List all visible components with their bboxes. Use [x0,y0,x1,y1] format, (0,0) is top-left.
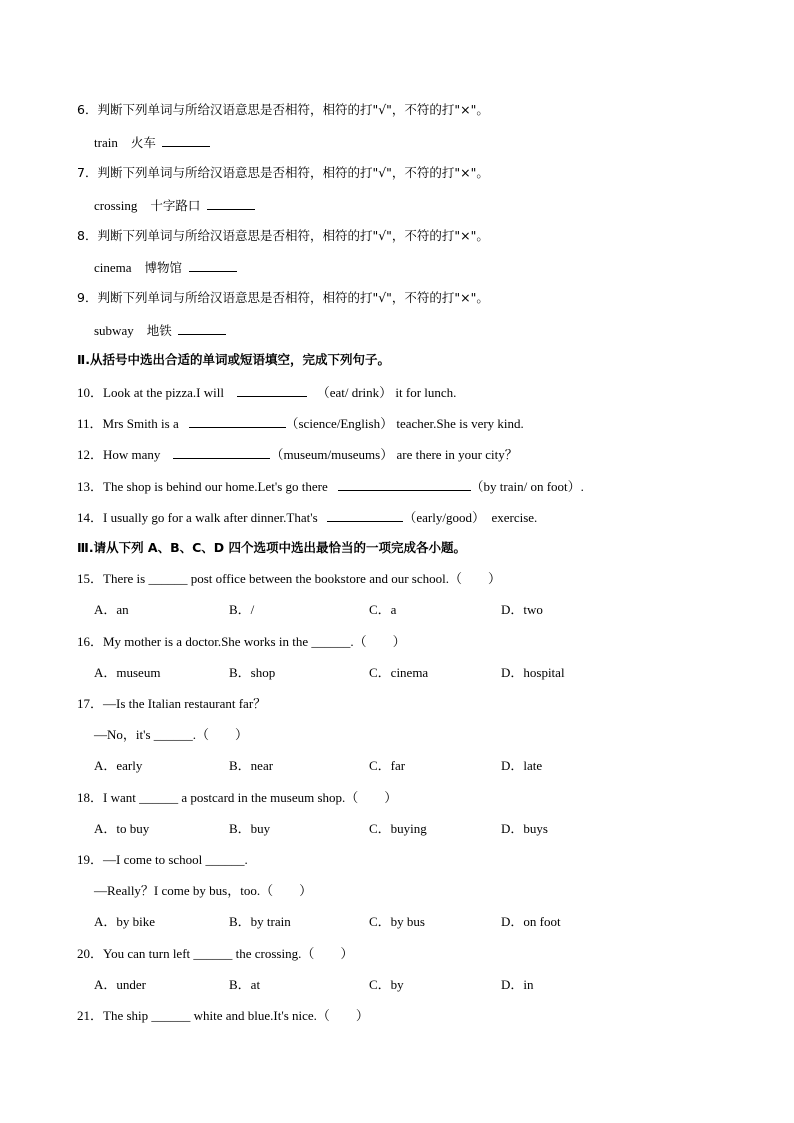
question-text: 判断下列单词与所给汉语意思是否相符，相符的打"√"，不符的打"×"。 [97,102,489,117]
answer-blank[interactable] [207,197,255,210]
question-17-stem: 17．—Is the Italian restaurant far？ [77,696,267,711]
option-b[interactable]: B．at [229,977,261,992]
option-d[interactable]: D．buys [501,821,548,836]
question-text-end: teacher.She is very kind. [396,416,524,431]
question-text: How many [103,447,161,462]
answer-blank[interactable] [327,509,403,522]
option-c[interactable]: C．buying [369,821,427,836]
word-hint: （science/English） [285,416,394,431]
option-b[interactable]: B．/ [229,602,255,617]
option-c[interactable]: C．far [369,758,406,773]
question-number: 10． [77,385,104,400]
question-number: 7． [77,165,98,180]
option-b[interactable]: B．by train [229,914,291,929]
option-b[interactable]: B．shop [229,665,276,680]
answer-blank[interactable] [173,446,270,459]
question-text-end: it for lunch. [395,385,457,400]
chinese-meaning: 十字路口 [150,198,201,213]
word-hint: （eat/ drink） [316,385,393,400]
answer-blank[interactable] [162,134,210,147]
option-c[interactable]: C．cinema [369,665,429,680]
question-number: 9． [77,290,98,305]
word-hint: （museum/museums） [270,447,394,462]
question-text: 判断下列单词与所给汉语意思是否相符，相符的打"√"，不符的打"×"。 [97,228,489,243]
answer-blank[interactable] [237,384,307,397]
answer-blank[interactable] [189,415,286,428]
question-7-instruction [77,165,489,181]
question-9-item [94,322,226,339]
answer-blank[interactable] [178,322,226,335]
option-c[interactable]: C．a [369,602,397,617]
question-number: 12． [77,447,104,462]
option-a[interactable]: A．an [94,602,129,617]
question-11 [77,415,524,432]
question-text: Look at the pizza.I will [103,385,224,400]
question-19-stem-reply: —Really？I come by bus，too.（ ） [94,883,313,898]
chinese-meaning: 火车 [130,135,156,150]
question-number: 13． [77,479,104,494]
word-hint: （early/good） [403,510,485,525]
question-8-item [94,259,237,276]
option-a[interactable]: A．under [94,977,146,992]
question-16-stem: 16．My mother is a doctor.She works in the ______.（ ） [77,634,406,649]
question-6-item [94,134,210,151]
question-number: 8． [77,228,98,243]
question-number: 6． [77,102,98,117]
question-20-stem: 20．You can turn left ______ the crossing.（ ） [77,946,354,961]
answer-blank[interactable] [189,259,237,272]
option-d[interactable]: D．in [501,977,534,992]
question-13 [77,478,584,495]
answer-blank[interactable] [338,478,471,491]
chinese-meaning: 博物馆 [144,260,183,275]
section-2-heading: Ⅱ.从括号中选出合适的单词或短语填空，完成下列句子。 [77,352,390,367]
english-word: cinema [94,260,132,275]
word-hint: （by train/ on foot） [470,479,581,494]
question-text-end: exercise. [491,510,538,525]
english-word: train [94,135,118,150]
question-12 [77,446,518,463]
option-a[interactable]: A．by bike [94,914,156,929]
question-17-stem-reply: —No，it's ______.（ ） [94,727,249,742]
option-b[interactable]: B．buy [229,821,271,836]
question-18-stem: 18．I want ______ a postcard in the museum shop.（ ） [77,790,398,805]
option-c[interactable]: C．by bus [369,914,425,929]
option-d[interactable]: D．two [501,602,543,617]
question-text: Mrs Smith is a [102,416,179,431]
question-19-stem: 19．—I come to school ______. [77,852,248,867]
question-7-item [94,197,255,214]
option-d[interactable]: D．hospital [501,665,565,680]
question-text: I usually go for a walk after dinner.That's [103,510,318,525]
option-b[interactable]: B．near [229,758,274,773]
option-a[interactable]: A．museum [94,665,161,680]
question-text: 判断下列单词与所给汉语意思是否相符，相符的打"√"，不符的打"×"。 [97,165,489,180]
question-8-instruction [77,228,489,244]
question-number: 14． [77,510,104,525]
question-15-stem: 15．There is ______ post office between the bookstore and our school.（ ） [77,571,501,586]
question-text-end: . [580,479,584,494]
question-9-instruction [77,290,489,306]
question-text: The shop is behind our home.Let's go there [103,479,328,494]
question-text: 判断下列单词与所给汉语意思是否相符，相符的打"√"，不符的打"×"。 [97,290,489,305]
question-text-end: are there in your city？ [396,447,518,462]
question-number: 11． [77,416,103,431]
chinese-meaning: 地铁 [146,323,172,338]
option-a[interactable]: A．early [94,758,143,773]
option-a[interactable]: A．to buy [94,821,150,836]
option-d[interactable]: D．late [501,758,543,773]
section-3-heading: Ⅲ.请从下列 A、B、C、D 四个选项中选出最恰当的一项完成各小题。 [77,540,467,555]
english-word: subway [94,323,134,338]
question-10 [77,384,456,401]
question-14 [77,509,537,526]
question-6-instruction [77,102,489,118]
english-word: crossing [94,198,138,213]
question-21-stem: 21．The ship ______ white and blue.It's nice.（ ） [77,1008,369,1023]
option-d[interactable]: D．on foot [501,914,561,929]
option-c[interactable]: C．by [369,977,404,992]
